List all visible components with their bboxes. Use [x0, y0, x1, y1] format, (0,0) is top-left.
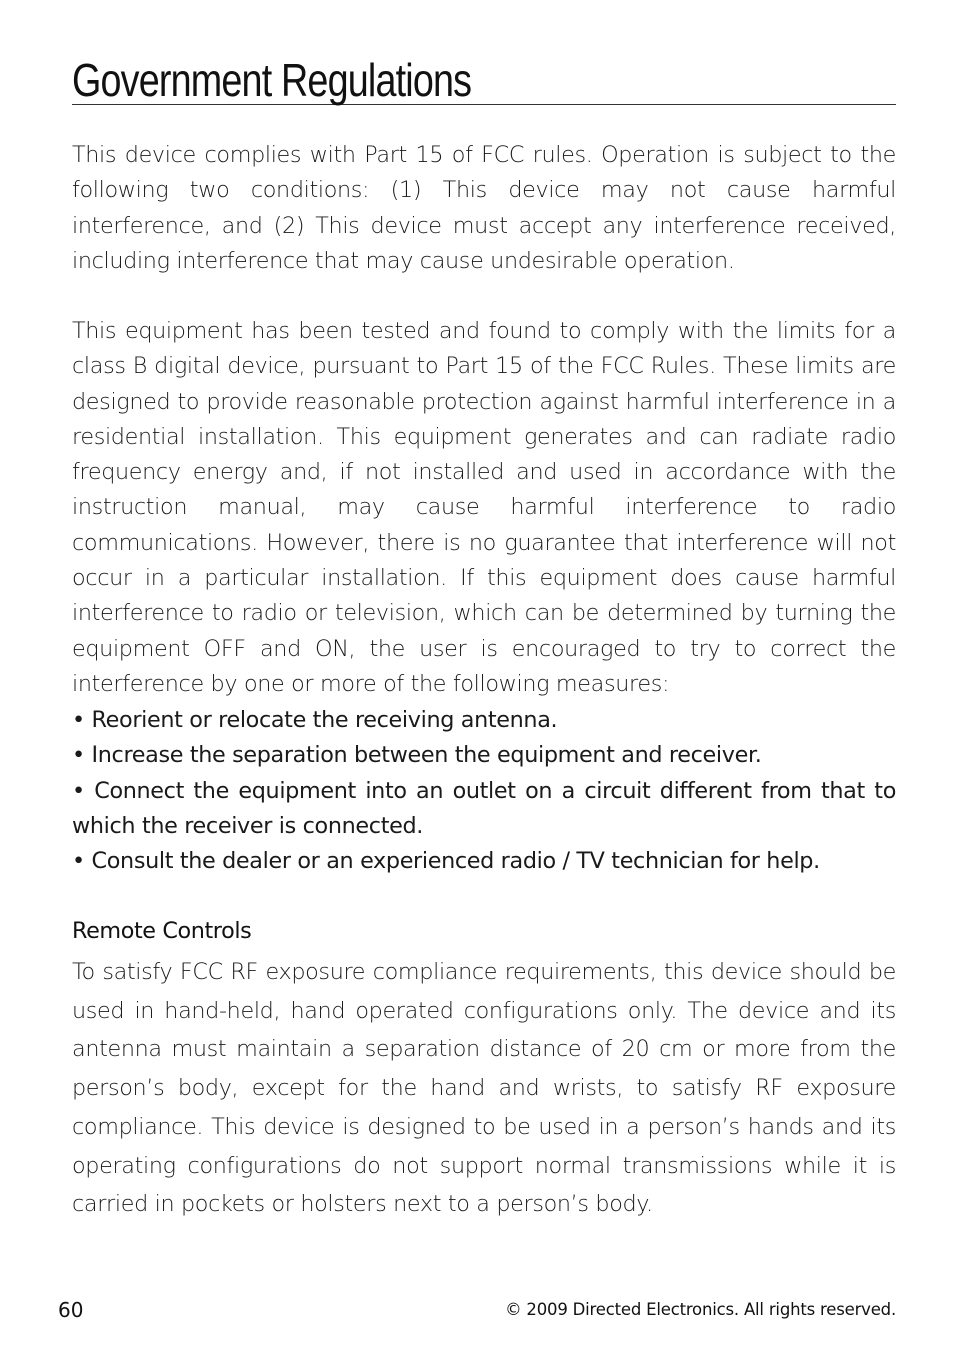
title-rule — [72, 52, 896, 105]
page-number: 60 — [58, 1298, 84, 1322]
class-b-paragraph: This equipment has been tested and found to comply with the limits for a class B digital device, pursuant to Part 15 of the FCC Rules. These limits are designed to provide reasonable protection against harmful interference in a residential installation. This equipment generates and can radiate radio frequency energy and, if not installed and used in accordance with the instruction manual, may cause harmful interference to radio communications. However, there is no guarantee that interference will not occur in a particular installation. If this equipment does cause harmful interference to radio or television, which can be determined by turning the equipment OFF and ON, the user is encouraged to try to correct the interference by one or more of the following measures: — [72, 318, 896, 697]
rf-exposure-paragraph: To satisfy FCC RF exposure compliance requirements, this device should be used in hand-held, hand operated configurations only. The device and its antenna must maintain a separation distance of 20 cm or more from the person’s body, except for the hand and wrists, to satisfy RF exposure compliance. This device is designed to be used in a person’s hands and its operating configurations do not support normal transmissions while it is carried in pockets or holsters next to a person’s body. — [72, 959, 896, 1218]
copyright-notice: © 2009 Directed Electronics. All rights reserved. — [505, 1300, 896, 1319]
list-item: • Connect the equipment into an outlet on a circuit different from that to which the receiver is connected. — [72, 777, 896, 839]
measures-list — [72, 703, 896, 879]
list-item: • Increase the separation between the equipment and receiver. — [72, 742, 762, 769]
list-item: • Consult the dealer or an experienced radio / TV technician for help. — [72, 848, 820, 875]
section-heading-remote-controls: Remote Controls — [72, 918, 252, 944]
page-title: Government Regulations — [72, 54, 472, 106]
fcc-compliance-paragraph: This device complies with Part 15 of FCC rules. Operation is subject to the following two conditions: (1) This device may not cause harmful interference, and (2) This device must accept any interference received, including interference that may cause undesirable operation. — [72, 142, 896, 274]
list-item: • Reorient or relocate the receiving antenna. — [72, 707, 558, 733]
